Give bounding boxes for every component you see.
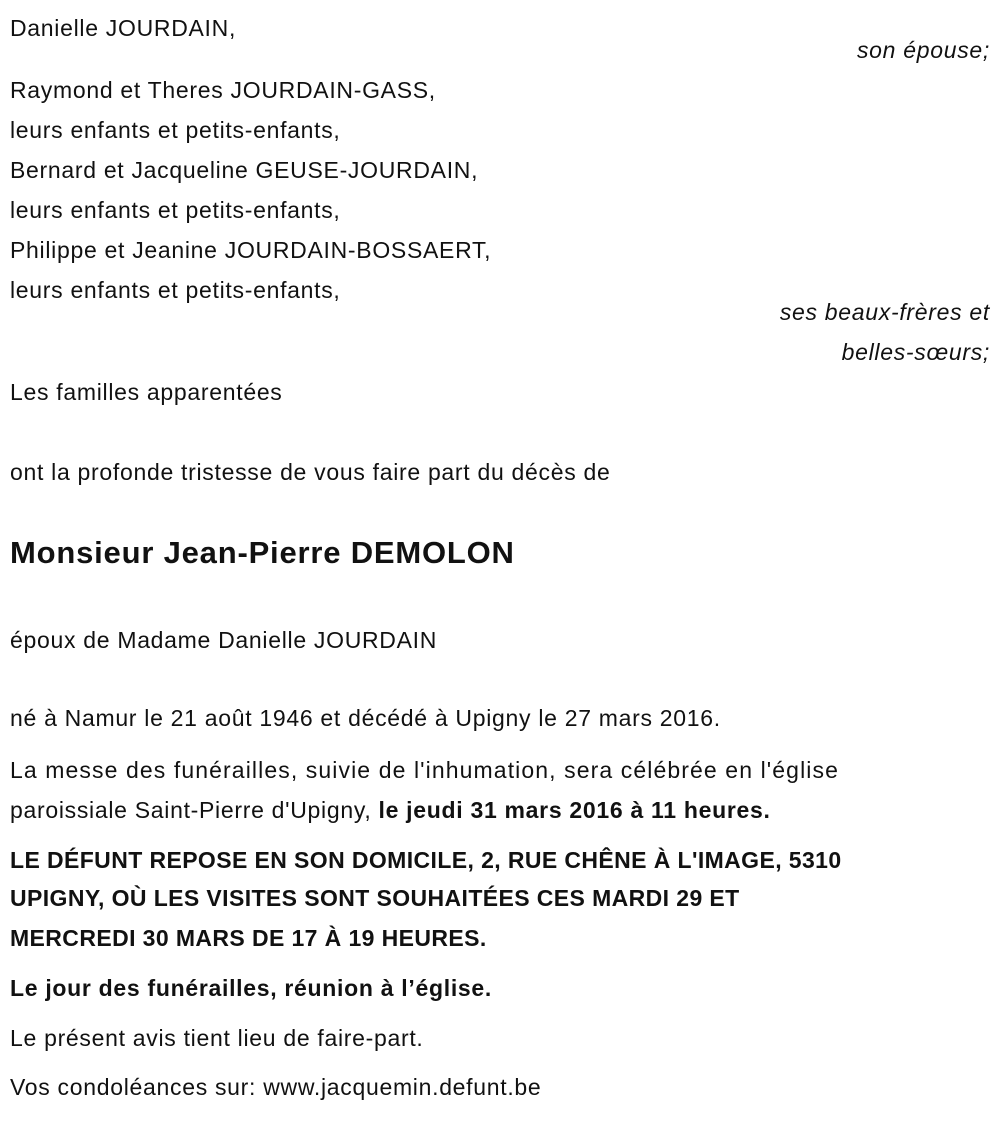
funeral-line-1: La messe des funérailles, suivie de l'inhumation, sera célébrée en l'église: [10, 757, 839, 783]
visitation-line: MERCREDI 30 MARS DE 17 À 19 HEURES.: [10, 925, 487, 951]
sibling-line: leurs enfants et petits-enfants,: [10, 197, 341, 223]
birth-death-dates: né à Namur le 21 août 1946 et décédé à Upigny le 27 mars 2016.: [10, 705, 721, 731]
spouse-name: Danielle JOURDAIN,: [10, 15, 237, 41]
sibling-line: leurs enfants et petits-enfants,: [10, 117, 341, 143]
funeral-line-2: [10, 796, 771, 824]
deceased-name: Monsieur Jean-Pierre DEMOLON: [10, 535, 515, 570]
sibling-line: leurs enfants et petits-enfants,: [10, 277, 341, 303]
church-name: paroissiale Saint-Pierre d'Upigny,: [10, 797, 379, 823]
siblings-role: ses beaux-frères et: [779, 299, 990, 325]
related-families: Les familles apparentées: [10, 379, 283, 405]
visitation-line: LE DÉFUNT REPOSE EN SON DOMICILE, 2, RUE CHÊNE À L'IMAGE, 5310: [10, 847, 842, 873]
siblings-role-cont: belles-sœurs;: [841, 339, 990, 365]
spouse-of: époux de Madame Danielle JOURDAIN: [10, 627, 438, 653]
meeting-note: Le jour des funérailles, réunion à l’église.: [10, 975, 492, 1001]
condolences-link[interactable]: Vos condoléances sur: www.jacquemin.defunt.be: [10, 1074, 542, 1100]
funeral-datetime: le jeudi 31 mars 2016 à 11 heures.: [378, 797, 771, 823]
sibling-line: Philippe et Jeanine JOURDAIN-BOSSAERT,: [10, 237, 492, 263]
sibling-line: Raymond et Theres JOURDAIN-GASS,: [10, 77, 436, 103]
announcement: ont la profonde tristesse de vous faire part du décès de: [10, 459, 611, 485]
visitation-line: UPIGNY, OÙ LES VISITES SONT SOUHAITÉES CES MARDI 29 ET: [10, 885, 740, 911]
notice: Le présent avis tient lieu de faire-part.: [10, 1025, 424, 1051]
sibling-line: Bernard et Jacqueline GEUSE-JOURDAIN,: [10, 157, 479, 183]
spouse-role: son épouse;: [856, 37, 990, 63]
